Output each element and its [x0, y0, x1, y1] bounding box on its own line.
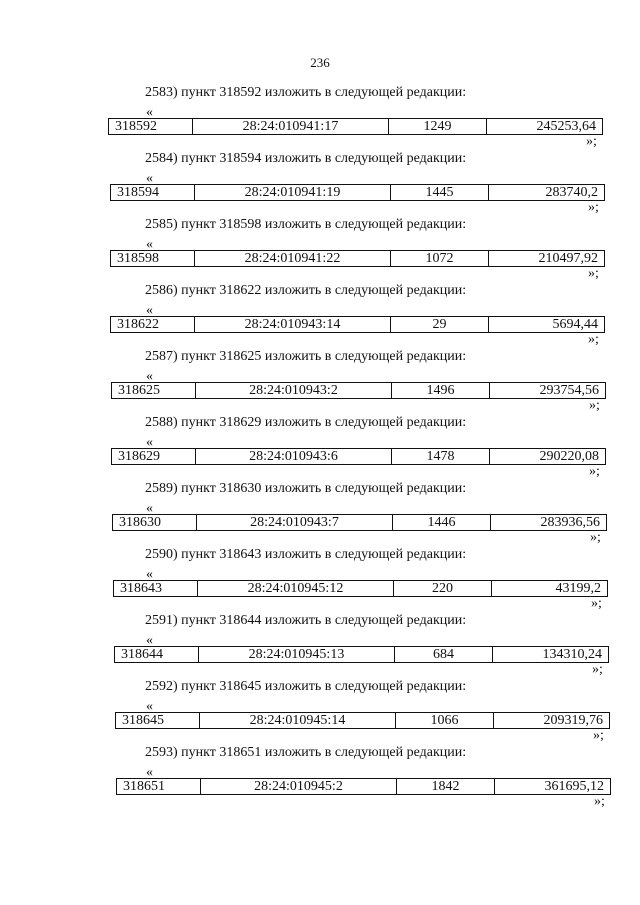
close-quote: »;	[590, 530, 601, 545]
data-table	[112, 514, 607, 531]
table-row	[111, 317, 605, 333]
cell-cadastral-number: 28:24:010941:17	[193, 119, 389, 135]
data-table	[110, 316, 605, 333]
cell-area: 1446	[393, 515, 491, 531]
cell-value: 283936,56	[491, 515, 607, 531]
open-quote: «	[146, 105, 153, 120]
amendment-heading: 2593) пункт 318651 изложить в следующей редакции:	[145, 745, 467, 760]
cell-cadastral-number: 28:24:010943:7	[197, 515, 393, 531]
cell-area: 1249	[389, 119, 487, 135]
amendment-heading: 2583) пункт 318592 изложить в следующей редакции:	[145, 85, 467, 100]
amendment-entry	[0, 349, 640, 415]
amendment-heading: 2585) пункт 318598 изложить в следующей редакции:	[145, 217, 467, 232]
cell-number: 318594	[111, 185, 195, 201]
table-row	[112, 449, 606, 465]
cell-number: 318625	[112, 383, 196, 399]
cell-number: 318622	[111, 317, 195, 333]
open-quote: «	[146, 633, 153, 648]
data-table	[111, 382, 606, 399]
table-row	[112, 383, 606, 399]
cell-cadastral-number: 28:24:010945:2	[201, 779, 397, 795]
cell-area: 1066	[396, 713, 494, 729]
close-quote: »;	[591, 596, 602, 611]
cell-cadastral-number: 28:24:010941:22	[195, 251, 391, 267]
cell-area: 684	[395, 647, 493, 663]
table-row	[117, 779, 611, 795]
cell-number: 318630	[113, 515, 197, 531]
amendment-entry	[0, 283, 640, 349]
close-quote: »;	[594, 794, 605, 809]
close-quote: »;	[592, 662, 603, 677]
cell-value: 209319,76	[494, 713, 610, 729]
data-table	[110, 184, 605, 201]
amendment-heading: 2589) пункт 318630 изложить в следующей редакции:	[145, 481, 467, 496]
open-quote: «	[146, 237, 153, 252]
cell-cadastral-number: 28:24:010941:19	[195, 185, 391, 201]
cell-area: 29	[391, 317, 489, 333]
cell-number: 318651	[117, 779, 201, 795]
close-quote: »;	[593, 728, 604, 743]
cell-area: 1072	[391, 251, 489, 267]
amendment-heading: 2590) пункт 318643 изложить в следующей редакции:	[145, 547, 467, 562]
open-quote: «	[146, 369, 153, 384]
cell-value: 245253,64	[487, 119, 603, 135]
cell-cadastral-number: 28:24:010945:12	[198, 581, 394, 597]
open-quote: «	[146, 303, 153, 318]
cell-value: 134310,24	[493, 647, 609, 663]
cell-value: 43199,2	[492, 581, 608, 597]
cell-number: 318644	[115, 647, 199, 663]
cell-value: 210497,92	[489, 251, 605, 267]
amendment-heading: 2584) пункт 318594 изложить в следующей редакции:	[145, 151, 467, 166]
cell-cadastral-number: 28:24:010943:2	[196, 383, 392, 399]
cell-area: 1478	[392, 449, 490, 465]
amendment-entry	[0, 85, 640, 151]
page-number: 236	[310, 55, 330, 70]
open-quote: «	[146, 171, 153, 186]
close-quote: »;	[588, 332, 599, 347]
open-quote: «	[146, 567, 153, 582]
cell-number: 318592	[109, 119, 193, 135]
cell-value: 5694,44	[489, 317, 605, 333]
table-row	[111, 185, 605, 201]
amendment-entry	[0, 415, 640, 481]
cell-value: 361695,12	[495, 779, 611, 795]
cell-number: 318598	[111, 251, 195, 267]
open-quote: «	[146, 435, 153, 450]
amendment-heading: 2587) пункт 318625 изложить в следующей редакции:	[145, 349, 467, 364]
data-table	[110, 250, 605, 267]
cell-area: 1445	[391, 185, 489, 201]
cell-cadastral-number: 28:24:010945:13	[199, 647, 395, 663]
amendment-entry	[0, 613, 640, 679]
table-row	[116, 713, 610, 729]
table-row	[114, 581, 608, 597]
close-quote: »;	[589, 398, 600, 413]
cell-number: 318643	[114, 581, 198, 597]
data-table	[114, 646, 609, 663]
amendment-entry	[0, 151, 640, 217]
close-quote: »;	[588, 200, 599, 215]
data-table	[111, 448, 606, 465]
open-quote: «	[146, 699, 153, 714]
amendment-entry	[0, 679, 640, 745]
cell-area: 220	[394, 581, 492, 597]
amendment-heading: 2586) пункт 318622 изложить в следующей редакции:	[145, 283, 467, 298]
cell-number: 318629	[112, 449, 196, 465]
amendment-heading: 2592) пункт 318645 изложить в следующей редакции:	[145, 679, 467, 694]
cell-cadastral-number: 28:24:010943:6	[196, 449, 392, 465]
data-table	[115, 712, 610, 729]
table-row	[113, 515, 607, 531]
data-table	[108, 118, 603, 135]
data-table	[116, 778, 611, 795]
amendment-entry	[0, 745, 640, 811]
cell-value: 293754,56	[490, 383, 606, 399]
amendment-entry	[0, 217, 640, 283]
cell-value: 290220,08	[490, 449, 606, 465]
table-row	[109, 119, 603, 135]
close-quote: »;	[586, 134, 597, 149]
amendment-heading: 2591) пункт 318644 изложить в следующей редакции:	[145, 613, 467, 628]
cell-number: 318645	[116, 713, 200, 729]
cell-area: 1842	[397, 779, 495, 795]
table-row	[115, 647, 609, 663]
amendment-entry	[0, 547, 640, 613]
cell-cadastral-number: 28:24:010945:14	[200, 713, 396, 729]
open-quote: «	[146, 765, 153, 780]
cell-area: 1496	[392, 383, 490, 399]
close-quote: »;	[588, 266, 599, 281]
amendment-entry	[0, 481, 640, 547]
close-quote: »;	[589, 464, 600, 479]
cell-value: 283740,2	[489, 185, 605, 201]
cell-cadastral-number: 28:24:010943:14	[195, 317, 391, 333]
open-quote: «	[146, 501, 153, 516]
amendment-heading: 2588) пункт 318629 изложить в следующей редакции:	[145, 415, 467, 430]
table-row	[111, 251, 605, 267]
data-table	[113, 580, 608, 597]
